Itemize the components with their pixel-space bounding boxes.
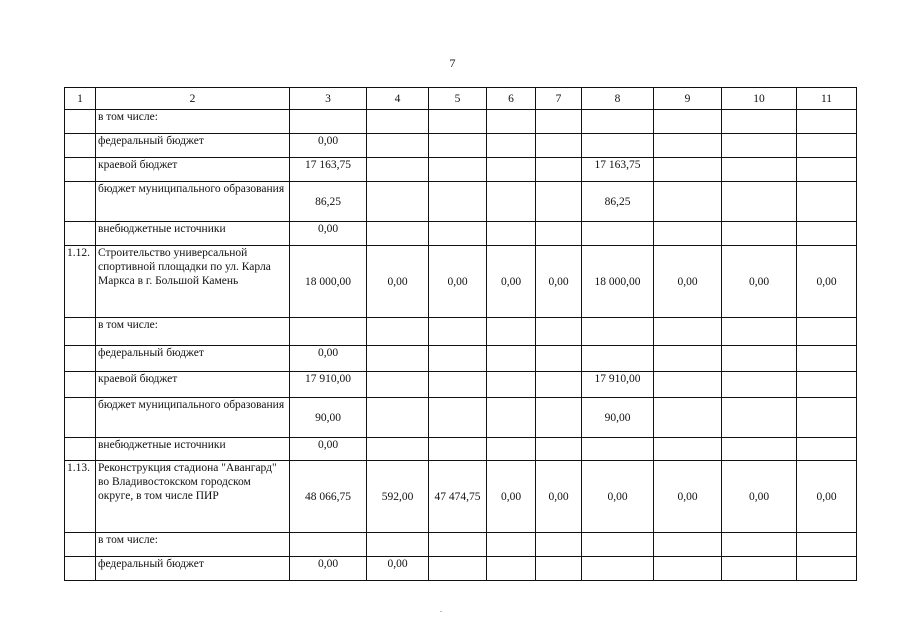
row-name: в том числе:: [96, 110, 290, 134]
value-cell: 90,00: [290, 398, 367, 438]
value-cell: [536, 398, 582, 438]
value-cell: 0,00: [654, 461, 722, 533]
value-cell: [429, 318, 487, 346]
value-cell: [487, 533, 536, 557]
table-row: [65, 372, 857, 398]
value-cell: [429, 110, 487, 134]
value-cell: [536, 110, 582, 134]
value-cell: [487, 158, 536, 182]
table-row: [65, 438, 857, 461]
value-cell: [722, 110, 797, 134]
value-cell: 0,00: [722, 461, 797, 533]
value-cell: [367, 158, 429, 182]
value-cell: [654, 533, 722, 557]
value-cell: [487, 110, 536, 134]
table-row: [65, 318, 857, 346]
value-cell: [582, 222, 654, 246]
value-cell: [429, 438, 487, 461]
budget-table: [64, 87, 857, 581]
value-cell: [722, 222, 797, 246]
value-cell: [654, 182, 722, 222]
value-cell: 0,00: [536, 461, 582, 533]
value-cell: 0,00: [290, 222, 367, 246]
table-row: [65, 246, 857, 318]
table-row: [65, 346, 857, 372]
row-name: бюджет муниципального образования: [96, 182, 290, 222]
value-cell: [722, 346, 797, 372]
value-cell: [487, 134, 536, 158]
column-header: 7: [536, 88, 582, 110]
value-cell: [654, 398, 722, 438]
value-cell: 592,00: [367, 461, 429, 533]
row-number: [65, 182, 96, 222]
value-cell: [536, 182, 582, 222]
table-row: [65, 158, 857, 182]
row-name: федеральный бюджет: [96, 346, 290, 372]
value-cell: [536, 533, 582, 557]
row-name: федеральный бюджет: [96, 557, 290, 581]
row-number: [65, 398, 96, 438]
table-row: [65, 110, 857, 134]
value-cell: 0,00: [536, 246, 582, 318]
value-cell: 90,00: [582, 398, 654, 438]
value-cell: [582, 533, 654, 557]
value-cell: [797, 557, 857, 581]
value-cell: [429, 182, 487, 222]
value-cell: [654, 557, 722, 581]
value-cell: [722, 318, 797, 346]
value-cell: 47 474,75: [429, 461, 487, 533]
table-row: [65, 557, 857, 581]
value-cell: [797, 222, 857, 246]
value-cell: [290, 533, 367, 557]
value-cell: [429, 222, 487, 246]
value-cell: 0,00: [582, 461, 654, 533]
row-name: внебюджетные источники: [96, 438, 290, 461]
value-cell: [722, 557, 797, 581]
value-cell: [654, 438, 722, 461]
value-cell: 0,00: [722, 246, 797, 318]
value-cell: [654, 158, 722, 182]
value-cell: [367, 533, 429, 557]
row-name: бюджет муниципального образования: [96, 398, 290, 438]
value-cell: [654, 110, 722, 134]
row-number: [65, 557, 96, 581]
value-cell: [367, 346, 429, 372]
row-name: в том числе:: [96, 533, 290, 557]
column-header: 5: [429, 88, 487, 110]
column-header: 3: [290, 88, 367, 110]
table-row: [65, 533, 857, 557]
row-name: в том числе:: [96, 318, 290, 346]
value-cell: [487, 318, 536, 346]
value-cell: [536, 318, 582, 346]
value-cell: [654, 346, 722, 372]
table-row: [65, 461, 857, 533]
value-cell: [487, 222, 536, 246]
value-cell: 0,00: [654, 246, 722, 318]
value-cell: [367, 398, 429, 438]
column-header: 1: [65, 88, 96, 110]
value-cell: [367, 222, 429, 246]
row-name: краевой бюджет: [96, 158, 290, 182]
value-cell: [654, 222, 722, 246]
value-cell: [487, 438, 536, 461]
row-name: Строительство универсальной спортивной площадки по ул. Карла Маркса в г. Большой Камень: [96, 246, 290, 318]
value-cell: 17 163,75: [290, 158, 367, 182]
value-cell: [367, 110, 429, 134]
value-cell: [582, 134, 654, 158]
value-cell: 0,00: [797, 246, 857, 318]
value-cell: [722, 182, 797, 222]
value-cell: [487, 346, 536, 372]
value-cell: [429, 372, 487, 398]
row-number: [65, 158, 96, 182]
value-cell: [722, 533, 797, 557]
value-cell: 0,00: [487, 461, 536, 533]
row-number: [65, 134, 96, 158]
value-cell: [429, 346, 487, 372]
value-cell: [797, 533, 857, 557]
value-cell: [429, 557, 487, 581]
value-cell: [797, 182, 857, 222]
value-cell: [536, 134, 582, 158]
value-cell: [367, 372, 429, 398]
value-cell: [797, 346, 857, 372]
row-number: [65, 318, 96, 346]
value-cell: [797, 372, 857, 398]
value-cell: 0,00: [290, 557, 367, 581]
row-name: федеральный бюджет: [96, 134, 290, 158]
value-cell: 17 910,00: [582, 372, 654, 398]
value-cell: [487, 398, 536, 438]
value-cell: [367, 438, 429, 461]
value-cell: [582, 318, 654, 346]
value-cell: 0,00: [367, 557, 429, 581]
value-cell: [582, 557, 654, 581]
value-cell: [367, 134, 429, 158]
value-cell: [582, 346, 654, 372]
column-header: 4: [367, 88, 429, 110]
value-cell: [722, 158, 797, 182]
table-row: [65, 182, 857, 222]
value-cell: 17 163,75: [582, 158, 654, 182]
value-cell: [797, 398, 857, 438]
column-header: 2: [96, 88, 290, 110]
value-cell: [429, 158, 487, 182]
value-cell: [290, 110, 367, 134]
value-cell: [722, 372, 797, 398]
value-cell: [722, 438, 797, 461]
value-cell: 18 000,00: [582, 246, 654, 318]
row-number: [65, 372, 96, 398]
value-cell: [797, 110, 857, 134]
value-cell: [290, 318, 367, 346]
value-cell: [797, 134, 857, 158]
value-cell: [536, 346, 582, 372]
value-cell: [536, 372, 582, 398]
value-cell: 0,00: [290, 346, 367, 372]
value-cell: 18 000,00: [290, 246, 367, 318]
value-cell: [722, 134, 797, 158]
column-header: 11: [797, 88, 857, 110]
value-cell: 0,00: [429, 246, 487, 318]
value-cell: 0,00: [487, 246, 536, 318]
value-cell: [654, 318, 722, 346]
value-cell: [654, 372, 722, 398]
value-cell: [797, 158, 857, 182]
header-row: [65, 88, 857, 110]
value-cell: 86,25: [290, 182, 367, 222]
value-cell: [536, 158, 582, 182]
row-name: Реконструкция стадиона "Авангард" во Владивостокском городском округе, в том числе ПИР: [96, 461, 290, 533]
row-number: [65, 346, 96, 372]
column-header: 6: [487, 88, 536, 110]
row-number: 1.13.: [65, 461, 96, 533]
value-cell: 48 066,75: [290, 461, 367, 533]
row-number: [65, 438, 96, 461]
value-cell: [582, 110, 654, 134]
value-cell: 0,00: [290, 134, 367, 158]
table-row: [65, 134, 857, 158]
row-name: краевой бюджет: [96, 372, 290, 398]
value-cell: [487, 372, 536, 398]
page-number: 7: [449, 56, 456, 70]
value-cell: [536, 222, 582, 246]
row-number: [65, 222, 96, 246]
value-cell: [487, 182, 536, 222]
value-cell: [722, 398, 797, 438]
column-header: 9: [654, 88, 722, 110]
row-number: 1.12.: [65, 246, 96, 318]
column-header: 8: [582, 88, 654, 110]
value-cell: [487, 557, 536, 581]
table-row: [65, 398, 857, 438]
value-cell: 0,00: [290, 438, 367, 461]
value-cell: 17 910,00: [290, 372, 367, 398]
row-name: внебюджетные источники: [96, 222, 290, 246]
value-cell: [582, 438, 654, 461]
value-cell: [536, 438, 582, 461]
scan-speck: [440, 611, 442, 612]
value-cell: [429, 533, 487, 557]
value-cell: [429, 134, 487, 158]
row-number: [65, 110, 96, 134]
value-cell: 86,25: [582, 182, 654, 222]
value-cell: [367, 182, 429, 222]
value-cell: [797, 318, 857, 346]
value-cell: [654, 134, 722, 158]
table-row: [65, 222, 857, 246]
value-cell: [536, 557, 582, 581]
value-cell: 0,00: [367, 246, 429, 318]
column-header: 10: [722, 88, 797, 110]
value-cell: 0,00: [797, 461, 857, 533]
value-cell: [367, 318, 429, 346]
value-cell: [797, 438, 857, 461]
value-cell: [429, 398, 487, 438]
row-number: [65, 533, 96, 557]
